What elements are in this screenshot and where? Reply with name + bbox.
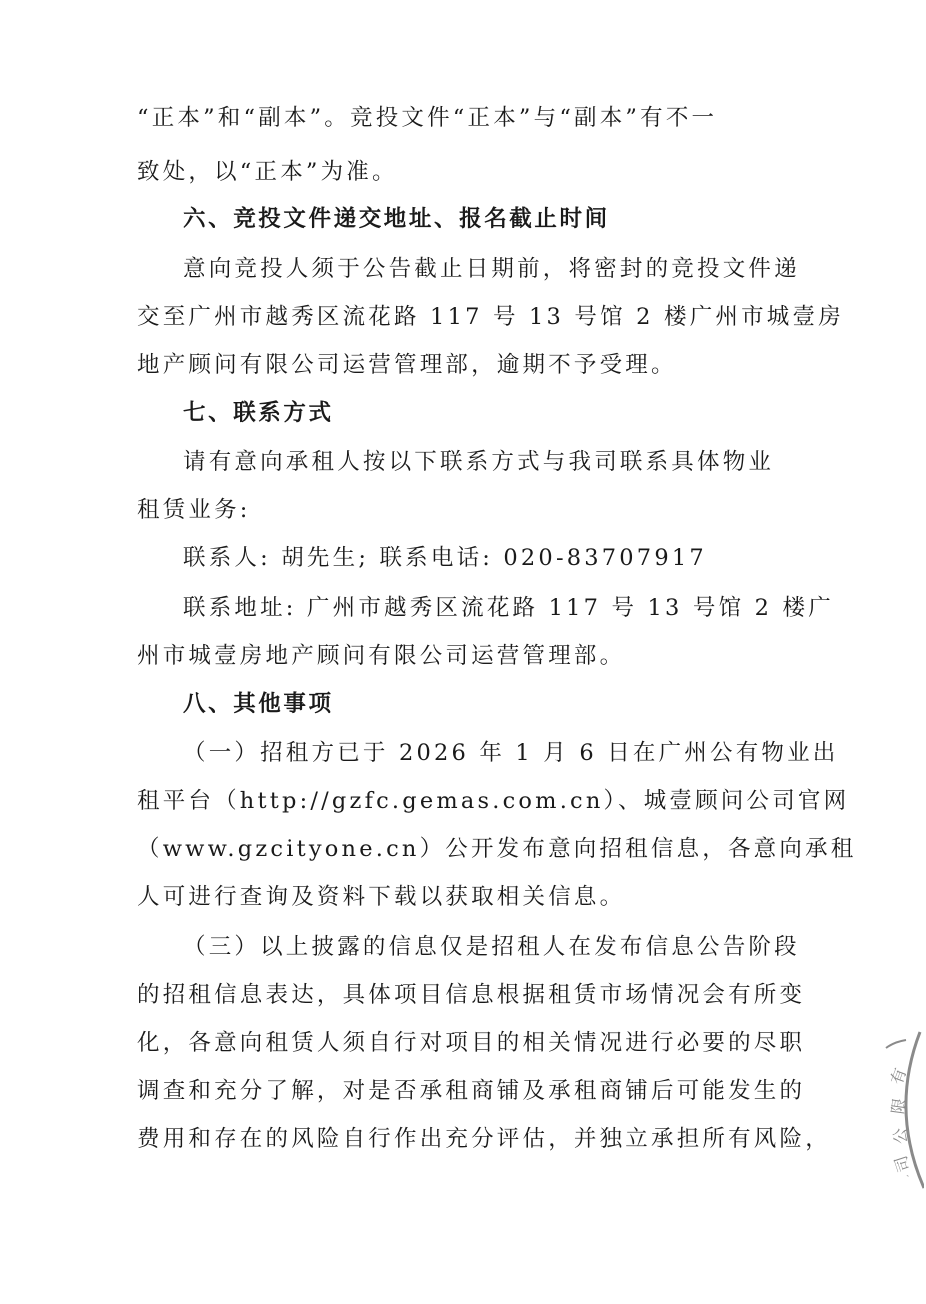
- text-line: 调查和充分了解，对是否承租商铺及承租商铺后可能发生的: [137, 1078, 806, 1104]
- svg-text:司: 司: [890, 1153, 914, 1175]
- svg-text:': ': [905, 1174, 914, 1180]
- text-line: 人可进行查询及资料下载以获取相关信息。: [137, 884, 626, 910]
- svg-text:限: 限: [887, 1096, 910, 1116]
- text-line: 地产顾问有限公司运营管理部，逾期不予受理。: [137, 352, 677, 378]
- text-line: 的招租信息表达，具体项目信息根据租赁市场情况会有所变: [137, 982, 806, 1008]
- section-heading-contact: 七、联系方式: [183, 400, 334, 426]
- text-line: 致处，以“正本”为准。: [137, 159, 398, 185]
- text-line: 交至广州市越秀区流花路 117 号 13 号馆 2 楼广州市城壹房: [137, 304, 844, 330]
- text-line: （www.gzcityone.cn）公开发布意向招租信息，各意向承租: [137, 836, 857, 862]
- company-seal: [884, 1030, 924, 1190]
- text-line: （三）以上披露的信息仅是招租人在发布信息公告阶段: [183, 934, 800, 960]
- text-line: 州市城壹房地产顾问有限公司运营管理部。: [137, 643, 626, 669]
- text-line: 租赁业务:: [137, 497, 251, 523]
- section-heading-submission: 六、竞投文件递交地址、报名截止时间: [183, 206, 610, 232]
- text-line: 费用和存在的风险自行作出充分评估，并独立承担所有风险，: [137, 1126, 831, 1152]
- text-line: “正本”和“副本”。竞投文件“正本”与“副本”有不一: [137, 105, 718, 131]
- contact-address-line: 联系地址: 广州市越秀区流花路 117 号 13 号馆 2 楼广: [183, 595, 834, 621]
- text-line: 意向竞投人须于公告截止日期前，将密封的竞投文件递: [183, 256, 800, 282]
- text-line: （一）招租方已于 2026 年 1 月 6 日在广州公有物业出: [183, 740, 839, 766]
- contact-person-line: 联系人: 胡先生; 联系电话: 020-83707917: [183, 545, 707, 571]
- text-line: 租平台（http://gzfc.gemas.com.cn）、城壹顾问公司官网: [137, 788, 850, 814]
- text-line: 请有意向承租人按以下联系方式与我司联系具体物业: [183, 449, 775, 475]
- svg-text:有: 有: [886, 1065, 911, 1087]
- section-heading-other: 八、其他事项: [183, 691, 334, 717]
- text-line: 化，各意向租赁人须自行对项目的相关情况进行必要的尽职: [137, 1030, 806, 1056]
- svg-text:公: 公: [890, 1127, 911, 1145]
